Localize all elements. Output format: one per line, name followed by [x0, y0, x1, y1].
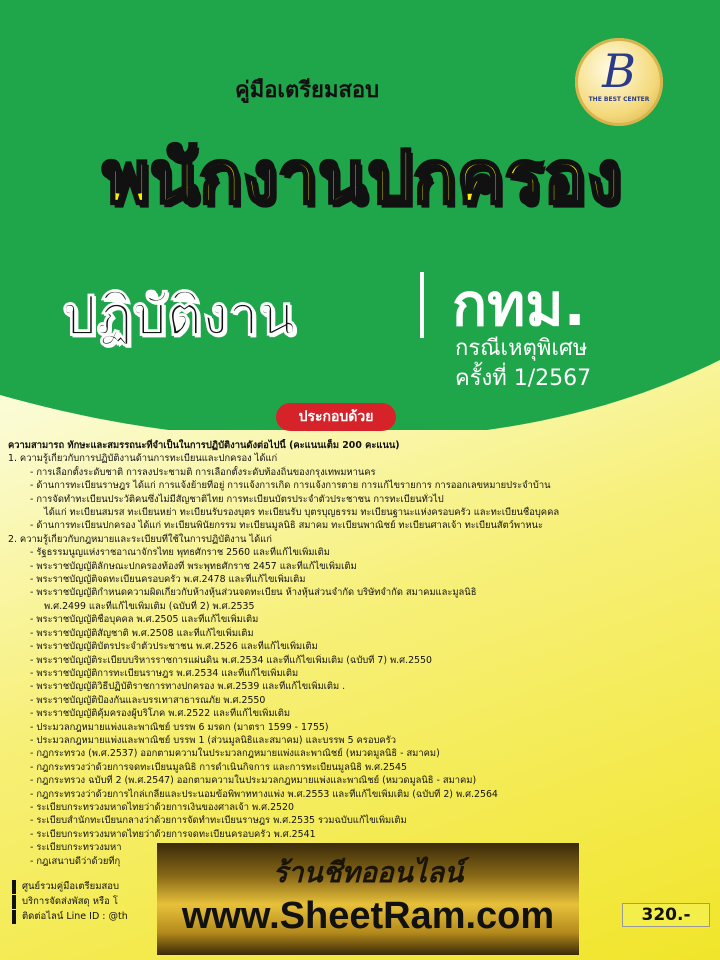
list-item: - พระราชบัญญัติกำหนดความผิดเกี่ยวกับห้างหุ้นส่วนจดทะเบียน ห้างหุ้นส่วนจำกัด บริษัทจำกัด สมาคมและมูลนิธิ: [30, 587, 477, 599]
list-item: - ระเบียบกระทรวงมหาดไทยว่าด้วยการเงินของศาลเจ้า พ.ศ.2520: [30, 801, 294, 813]
contents-list: [8, 439, 708, 868]
logo-letter: B: [602, 44, 636, 98]
position-subtitle: ปฏิบัติงาน: [62, 284, 296, 347]
list-item: - กฎกระทรวงว่าด้วยการไกล่เกลี่ยและประนอมข้อพิพาททางแพ่ง พ.ศ.2553 และที่แก้ไขเพิ่มเติม (ฉบับที่ 2) พ.ศ.2564: [30, 788, 498, 800]
cover-subtitle: คู่มือเตรียมสอบ: [235, 78, 380, 103]
list-item: - กฎกระทรวง ฉบับที่ 2 (พ.ศ.2547) ออกตามความในประมวลกฎหมายแพ่งและพาณิชย์ (หมวดมูลนิธิ - สมาคม): [30, 775, 477, 787]
list-item: - ด้านการทะเบียนปกครอง ได้แก่ ทะเบียนพินัยกรรม ทะเบียนมูลนิธิ สมาคม ทะเบียนพาณิชย์ ทะเบียนศาลเจ้า ทะเบียนสัตว์พาหนะ: [30, 520, 544, 532]
list-item: - พระราชบัญญัติป้องกันและบรรเทาสาธารณภัย พ.ศ.2550: [30, 694, 266, 706]
shop-url: www.SheetRam.com: [181, 895, 555, 937]
list-item: - รัฐธรรมนูญแห่งราชอาณาจักรไทย พุทธศักราช 2560 และที่แก้ไขเพิ่มเติม: [30, 547, 330, 559]
shop-name: ร้านชีทออนไลน์: [272, 856, 464, 889]
list-item: 2. ความรู้เกี่ยวกับกฎหมายและระเบียบที่ใช้ในการปฏิบัติงาน ได้แก่: [8, 533, 272, 545]
list-item: - ระเบียบสำนักทะเบียนกลางว่าด้วยการจัดทำทะเบียนราษฎร พ.ศ.2535 รวมฉบับแก้ไขเพิ่มเติม: [30, 815, 407, 827]
footer-contact: [12, 880, 128, 925]
list-item: 1. ความรู้เกี่ยวกับการปฏิบัติงานด้านการทะเบียนและปกครอง ได้แก่: [8, 453, 278, 465]
list-item: - ประมวลกฎหมายแพ่งและพาณิชย์ บรรพ 6 มรดก (มาตรา 1599 - 1755): [30, 721, 329, 733]
list-item: - พระราชบัญญัติลักษณะปกครองท้องที่ พระพุทธศักราช 2457 และที่แก้ไขเพิ่มเติม: [30, 560, 357, 572]
price-tag: 320.-: [622, 903, 710, 927]
footer-line: ศูนย์รวมคู่มือเตรียมสอบ: [12, 880, 128, 894]
footer-line: ติดต่อไลน์ Line ID : @th: [12, 910, 128, 924]
list-item: - พระราชบัญญัติวิธีปฏิบัติราชการทางปกครอง พ.ศ.2539 และที่แก้ไขเพิ่มเติม .: [30, 681, 346, 693]
footer-line: บริการจัดส่งพัสดุ หรือ โ: [12, 895, 128, 909]
list-item: - การเลือกตั้งระดับชาติ การลงประชามติ การเลือกตั้งระดับท้องถิ่นของกรุงเทพมหานคร: [30, 466, 376, 478]
list-item: - ประมวลกฎหมายแพ่งและพาณิชย์ บรรพ 1 (ส่วนมูลนิธิและสมาคม) และบรรพ 5 ครอบครัว: [30, 734, 396, 746]
list-item: - พระราชบัญญัติสัญชาติ พ.ศ.2508 และที่แก้ไขเพิ่มเติม: [30, 627, 254, 639]
list-item: - กฎกระทรวงว่าด้วยการจดทะเบียนมูลนิธิ การดำเนินกิจการ และการทะเบียนมูลนิธิ พ.ศ.2545: [30, 761, 407, 773]
title-divider: [420, 272, 424, 338]
publisher-logo: [575, 38, 663, 126]
list-item: - ระเบียบกระทรวงมหา: [30, 842, 122, 854]
list-item: - กฎกระทรวง (พ.ศ.2537) ออกตามความในประมวลกฎหมายแพ่งและพาณิชย์ (หมวดมูลนิธิ - สมาคม): [30, 748, 440, 760]
region-label: กทม.: [452, 271, 586, 339]
round-label: ครั้งที่ 1/2567: [455, 366, 592, 391]
list-item: - พระราชบัญญัติการทะเบียนราษฎร พ.ศ.2534 และที่แก้ไขเพิ่มเติม: [30, 667, 299, 679]
list-item: - ด้านการทะเบียนราษฎร ได้แก่ การแจ้งย้ายที่อยู่ การแจ้งการเกิด การแจ้งการตาย การแก้ไขรายการ การออกเลขหมายประจำบ้าน: [30, 480, 551, 492]
list-item: - พระราชบัญญัติจดทะเบียนครอบครัว พ.ศ.2478 และที่แก้ไขเพิ่มเติม: [30, 574, 306, 586]
contents-badge: ประกอบด้วย: [276, 403, 396, 431]
list-item: - พระราชบัญญัติคุ้มครองผู้บริโภค พ.ศ.2522 และที่แก้ไขเพิ่มเติม: [30, 708, 291, 720]
list-item: - ระเบียบกระทรวงมหาดไทยว่าด้วยการจดทะเบียนครอบครัว พ.ศ.2541: [30, 828, 316, 840]
contents-heading: ความสามารถ ทักษะและสมรรถนะที่จำเป็นในการปฏิบัติงานดังต่อไปนี้ (คะแนนเต็ม 200 คะแนน): [8, 440, 400, 451]
list-item: - พระราชบัญญัติบัตรประจำตัวประชาชน พ.ศ.2526 และที่แก้ไขเพิ่มเติม: [30, 641, 318, 653]
list-item: - การจัดทำทะเบียนประวัติคนซึ่งไม่มีสัญชาติไทย การทะเบียนบัตรประจำตัวประชาชน การทะเบียนทั่วไป: [30, 493, 444, 505]
list-item: - พระราชบัญญัติชื่อบุคคล พ.ศ.2505 และที่แก้ไขเพิ่มเติม: [30, 614, 259, 626]
logo-text: THE BEST CENTER: [588, 96, 650, 103]
list-item: - พระราชบัญญัติระเบียบบริหารราชการแผ่นดิน พ.ศ.2534 และที่แก้ไขเพิ่มเติม (ฉบับที่ 7) พ.ศ.2550: [30, 654, 432, 666]
cover-title: พนักงานปกครอง: [102, 135, 622, 219]
list-item: พ.ศ.2499 และที่แก้ไขเพิ่มเติม (ฉบับที่ 2) พ.ศ.2535: [44, 600, 255, 612]
shop-banner: [157, 843, 579, 955]
case-label: กรณีเหตุพิเศษ: [455, 336, 588, 361]
list-item: ได้แก่ ทะเบียนสมรส ทะเบียนหย่า ทะเบียนรับรองบุตร ทะเบียนรับ บุตรบุญธรรม ทะเบียนฐานะแห่งครอบครัว และทะเบียนชื่อบุคคล: [44, 507, 560, 519]
list-item: - กฎเสนาบดีว่าด้วยที่กุ: [30, 855, 121, 867]
